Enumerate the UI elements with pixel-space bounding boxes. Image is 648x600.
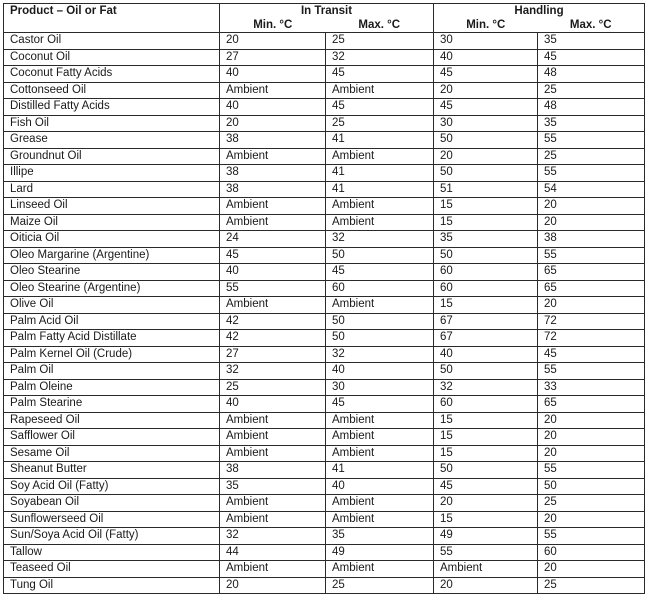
cell-transit-min: 40 bbox=[220, 66, 326, 83]
header-handling-min: Min. °C bbox=[434, 18, 538, 33]
cell-handling-max: 72 bbox=[538, 313, 645, 330]
header-row-groups bbox=[4, 4, 645, 19]
cell-handling-max: 20 bbox=[538, 561, 645, 578]
cell-transit-min: 27 bbox=[220, 49, 326, 66]
table-row bbox=[4, 478, 645, 495]
cell-handling-max: 65 bbox=[538, 264, 645, 281]
cell-handling-min: 30 bbox=[434, 33, 538, 50]
cell-handling-min: 60 bbox=[434, 280, 538, 297]
header-row-subcolumns bbox=[4, 18, 645, 33]
cell-transit-min: 42 bbox=[220, 330, 326, 347]
cell-handling-min: 20 bbox=[434, 577, 538, 594]
cell-handling-max: 65 bbox=[538, 280, 645, 297]
cell-handling-max: 55 bbox=[538, 363, 645, 380]
cell-handling-min: 60 bbox=[434, 264, 538, 281]
cell-transit-min: 40 bbox=[220, 396, 326, 413]
cell-transit-max: 41 bbox=[326, 165, 434, 182]
cell-handling-min: 49 bbox=[434, 528, 538, 545]
table-row bbox=[4, 429, 645, 446]
table-row bbox=[4, 445, 645, 462]
cell-handling-min: 30 bbox=[434, 115, 538, 132]
cell-product: Cottonseed Oil bbox=[4, 82, 220, 99]
cell-transit-min: 32 bbox=[220, 363, 326, 380]
cell-transit-max: 30 bbox=[326, 379, 434, 396]
cell-product: Sesame Oil bbox=[4, 445, 220, 462]
cell-handling-min: 45 bbox=[434, 478, 538, 495]
table-row bbox=[4, 363, 645, 380]
cell-transit-min: Ambient bbox=[220, 412, 326, 429]
cell-product: Sheanut Butter bbox=[4, 462, 220, 479]
header-handling: Handling bbox=[434, 4, 645, 19]
cell-transit-max: 50 bbox=[326, 247, 434, 264]
cell-product: Oleo Stearine bbox=[4, 264, 220, 281]
cell-transit-max: Ambient bbox=[326, 511, 434, 528]
cell-handling-min: 45 bbox=[434, 66, 538, 83]
cell-transit-max: Ambient bbox=[326, 495, 434, 512]
cell-product: Palm Oleine bbox=[4, 379, 220, 396]
cell-transit-max: 32 bbox=[326, 346, 434, 363]
cell-handling-max: 20 bbox=[538, 198, 645, 215]
cell-transit-max: 60 bbox=[326, 280, 434, 297]
table-row bbox=[4, 198, 645, 215]
cell-product: Maize Oil bbox=[4, 214, 220, 231]
cell-product: Safflower Oil bbox=[4, 429, 220, 446]
cell-transit-min: 20 bbox=[220, 577, 326, 594]
cell-handling-max: 48 bbox=[538, 99, 645, 116]
cell-handling-max: 35 bbox=[538, 115, 645, 132]
cell-product: Grease bbox=[4, 132, 220, 149]
cell-transit-max: 25 bbox=[326, 115, 434, 132]
cell-product: Groundnut Oil bbox=[4, 148, 220, 165]
cell-transit-min: 24 bbox=[220, 231, 326, 248]
cell-product: Oleo Margarine (Argentine) bbox=[4, 247, 220, 264]
cell-transit-max: 50 bbox=[326, 330, 434, 347]
cell-transit-max: 25 bbox=[326, 577, 434, 594]
cell-transit-max: 41 bbox=[326, 132, 434, 149]
table-row bbox=[4, 33, 645, 50]
cell-transit-max: Ambient bbox=[326, 148, 434, 165]
cell-transit-max: Ambient bbox=[326, 82, 434, 99]
cell-transit-min: 27 bbox=[220, 346, 326, 363]
cell-handling-min: 67 bbox=[434, 313, 538, 330]
cell-transit-max: Ambient bbox=[326, 297, 434, 314]
cell-handling-max: 45 bbox=[538, 49, 645, 66]
table-row bbox=[4, 313, 645, 330]
cell-handling-max: 20 bbox=[538, 445, 645, 462]
table-row bbox=[4, 115, 645, 132]
header-in-transit: In Transit bbox=[220, 4, 434, 19]
cell-handling-min: 20 bbox=[434, 495, 538, 512]
cell-transit-max: 40 bbox=[326, 478, 434, 495]
cell-handling-max: 60 bbox=[538, 544, 645, 561]
cell-handling-min: 40 bbox=[434, 346, 538, 363]
cell-transit-max: Ambient bbox=[326, 214, 434, 231]
cell-transit-max: Ambient bbox=[326, 412, 434, 429]
cell-product: Olive Oil bbox=[4, 297, 220, 314]
cell-handling-min: 60 bbox=[434, 396, 538, 413]
cell-transit-min: 20 bbox=[220, 115, 326, 132]
cell-transit-min: 38 bbox=[220, 132, 326, 149]
table-row bbox=[4, 330, 645, 347]
cell-handling-min: 15 bbox=[434, 412, 538, 429]
header-transit-min: Min. °C bbox=[220, 18, 326, 33]
cell-product: Palm Acid Oil bbox=[4, 313, 220, 330]
header-transit-max: Max. °C bbox=[326, 18, 434, 33]
cell-handling-max: 25 bbox=[538, 495, 645, 512]
cell-transit-min: 38 bbox=[220, 462, 326, 479]
cell-transit-max: 32 bbox=[326, 231, 434, 248]
cell-product: Oleo Stearine (Argentine) bbox=[4, 280, 220, 297]
cell-handling-min: 15 bbox=[434, 214, 538, 231]
table-row bbox=[4, 132, 645, 149]
cell-transit-min: 38 bbox=[220, 181, 326, 198]
cell-handling-min: 51 bbox=[434, 181, 538, 198]
cell-product: Coconut Fatty Acids bbox=[4, 66, 220, 83]
cell-product: Rapeseed Oil bbox=[4, 412, 220, 429]
cell-handling-max: 25 bbox=[538, 148, 645, 165]
cell-transit-max: 25 bbox=[326, 33, 434, 50]
cell-transit-min: 32 bbox=[220, 528, 326, 545]
cell-handling-min: 15 bbox=[434, 297, 538, 314]
cell-handling-max: 25 bbox=[538, 82, 645, 99]
cell-transit-min: 45 bbox=[220, 247, 326, 264]
cell-transit-min: 20 bbox=[220, 33, 326, 50]
cell-handling-min: 32 bbox=[434, 379, 538, 396]
table-row bbox=[4, 214, 645, 231]
cell-product: Coconut Oil bbox=[4, 49, 220, 66]
cell-transit-min: Ambient bbox=[220, 214, 326, 231]
cell-transit-max: 35 bbox=[326, 528, 434, 545]
cell-handling-max: 35 bbox=[538, 33, 645, 50]
cell-handling-min: 50 bbox=[434, 363, 538, 380]
table-row bbox=[4, 181, 645, 198]
cell-handling-max: 55 bbox=[538, 528, 645, 545]
cell-handling-max: 55 bbox=[538, 165, 645, 182]
cell-transit-min: 40 bbox=[220, 264, 326, 281]
cell-transit-min: 42 bbox=[220, 313, 326, 330]
cell-transit-max: Ambient bbox=[326, 198, 434, 215]
cell-transit-min: 44 bbox=[220, 544, 326, 561]
table-body bbox=[4, 33, 645, 594]
cell-handling-max: 72 bbox=[538, 330, 645, 347]
cell-handling-min: 67 bbox=[434, 330, 538, 347]
cell-transit-min: Ambient bbox=[220, 198, 326, 215]
cell-product: Palm Fatty Acid Distillate bbox=[4, 330, 220, 347]
cell-handling-min: 15 bbox=[434, 511, 538, 528]
table-row bbox=[4, 66, 645, 83]
header-product: Product – Oil or Fat bbox=[4, 4, 220, 19]
cell-product: Fish Oil bbox=[4, 115, 220, 132]
cell-handling-min: 15 bbox=[434, 445, 538, 462]
cell-handling-min: 40 bbox=[434, 49, 538, 66]
table-row bbox=[4, 280, 645, 297]
cell-product: Tallow bbox=[4, 544, 220, 561]
cell-handling-max: 20 bbox=[538, 214, 645, 231]
cell-product: Teaseed Oil bbox=[4, 561, 220, 578]
cell-handling-min: 50 bbox=[434, 165, 538, 182]
temperature-table bbox=[3, 3, 645, 594]
cell-transit-max: 41 bbox=[326, 462, 434, 479]
cell-handling-max: 54 bbox=[538, 181, 645, 198]
cell-product: Tung Oil bbox=[4, 577, 220, 594]
table-row bbox=[4, 462, 645, 479]
cell-transit-max: 40 bbox=[326, 363, 434, 380]
table-row bbox=[4, 396, 645, 413]
cell-transit-min: Ambient bbox=[220, 495, 326, 512]
cell-handling-min: 35 bbox=[434, 231, 538, 248]
cell-transit-min: Ambient bbox=[220, 297, 326, 314]
cell-handling-max: 20 bbox=[538, 297, 645, 314]
cell-handling-min: Ambient bbox=[434, 561, 538, 578]
cell-transit-min: Ambient bbox=[220, 511, 326, 528]
header-product-spacer bbox=[4, 18, 220, 33]
cell-product: Distilled Fatty Acids bbox=[4, 99, 220, 116]
cell-handling-max: 55 bbox=[538, 247, 645, 264]
cell-product: Soy Acid Oil (Fatty) bbox=[4, 478, 220, 495]
cell-transit-max: Ambient bbox=[326, 561, 434, 578]
cell-handling-max: 20 bbox=[538, 412, 645, 429]
table-row bbox=[4, 297, 645, 314]
cell-handling-max: 55 bbox=[538, 132, 645, 149]
header-handling-max: Max. °C bbox=[538, 18, 645, 33]
cell-handling-max: 65 bbox=[538, 396, 645, 413]
cell-handling-min: 15 bbox=[434, 198, 538, 215]
cell-handling-min: 45 bbox=[434, 99, 538, 116]
table-row bbox=[4, 247, 645, 264]
cell-handling-min: 15 bbox=[434, 429, 538, 446]
cell-transit-max: 32 bbox=[326, 49, 434, 66]
cell-transit-max: 45 bbox=[326, 99, 434, 116]
cell-handling-max: 48 bbox=[538, 66, 645, 83]
cell-product: Oiticia Oil bbox=[4, 231, 220, 248]
cell-transit-max: Ambient bbox=[326, 429, 434, 446]
cell-transit-min: Ambient bbox=[220, 429, 326, 446]
cell-product: Lard bbox=[4, 181, 220, 198]
cell-transit-max: Ambient bbox=[326, 445, 434, 462]
cell-handling-max: 50 bbox=[538, 478, 645, 495]
table-row bbox=[4, 577, 645, 594]
cell-handling-max: 20 bbox=[538, 511, 645, 528]
cell-product: Sunflowerseed Oil bbox=[4, 511, 220, 528]
cell-product: Castor Oil bbox=[4, 33, 220, 50]
cell-handling-max: 45 bbox=[538, 346, 645, 363]
cell-handling-max: 55 bbox=[538, 462, 645, 479]
cell-transit-max: 45 bbox=[326, 66, 434, 83]
cell-transit-min: 40 bbox=[220, 99, 326, 116]
table-row bbox=[4, 511, 645, 528]
cell-transit-min: Ambient bbox=[220, 561, 326, 578]
cell-product: Palm Oil bbox=[4, 363, 220, 380]
cell-product: Illipe bbox=[4, 165, 220, 182]
table-row bbox=[4, 346, 645, 363]
document-page bbox=[3, 3, 644, 594]
table-row bbox=[4, 528, 645, 545]
table-row bbox=[4, 82, 645, 99]
cell-product: Sun/Soya Acid Oil (Fatty) bbox=[4, 528, 220, 545]
cell-transit-max: 45 bbox=[326, 396, 434, 413]
cell-transit-min: 55 bbox=[220, 280, 326, 297]
cell-handling-min: 50 bbox=[434, 247, 538, 264]
table-row bbox=[4, 165, 645, 182]
table-row bbox=[4, 231, 645, 248]
table-row bbox=[4, 412, 645, 429]
table-row bbox=[4, 379, 645, 396]
cell-transit-min: 35 bbox=[220, 478, 326, 495]
table-row bbox=[4, 544, 645, 561]
cell-handling-max: 20 bbox=[538, 429, 645, 446]
cell-transit-min: Ambient bbox=[220, 82, 326, 99]
cell-handling-min: 20 bbox=[434, 82, 538, 99]
table-row bbox=[4, 495, 645, 512]
table-row bbox=[4, 49, 645, 66]
cell-transit-max: 45 bbox=[326, 264, 434, 281]
cell-handling-min: 50 bbox=[434, 462, 538, 479]
cell-transit-max: 50 bbox=[326, 313, 434, 330]
cell-transit-max: 41 bbox=[326, 181, 434, 198]
table-row bbox=[4, 561, 645, 578]
cell-handling-min: 55 bbox=[434, 544, 538, 561]
cell-product: Soyabean Oil bbox=[4, 495, 220, 512]
cell-transit-max: 49 bbox=[326, 544, 434, 561]
cell-transit-min: Ambient bbox=[220, 445, 326, 462]
table-row bbox=[4, 148, 645, 165]
cell-handling-max: 38 bbox=[538, 231, 645, 248]
cell-handling-max: 33 bbox=[538, 379, 645, 396]
cell-product: Linseed Oil bbox=[4, 198, 220, 215]
table-row bbox=[4, 264, 645, 281]
table-row bbox=[4, 99, 645, 116]
cell-transit-min: Ambient bbox=[220, 148, 326, 165]
cell-handling-max: 25 bbox=[538, 577, 645, 594]
cell-transit-min: 25 bbox=[220, 379, 326, 396]
cell-handling-min: 20 bbox=[434, 148, 538, 165]
cell-product: Palm Kernel Oil (Crude) bbox=[4, 346, 220, 363]
cell-transit-min: 38 bbox=[220, 165, 326, 182]
cell-handling-min: 50 bbox=[434, 132, 538, 149]
cell-product: Palm Stearine bbox=[4, 396, 220, 413]
